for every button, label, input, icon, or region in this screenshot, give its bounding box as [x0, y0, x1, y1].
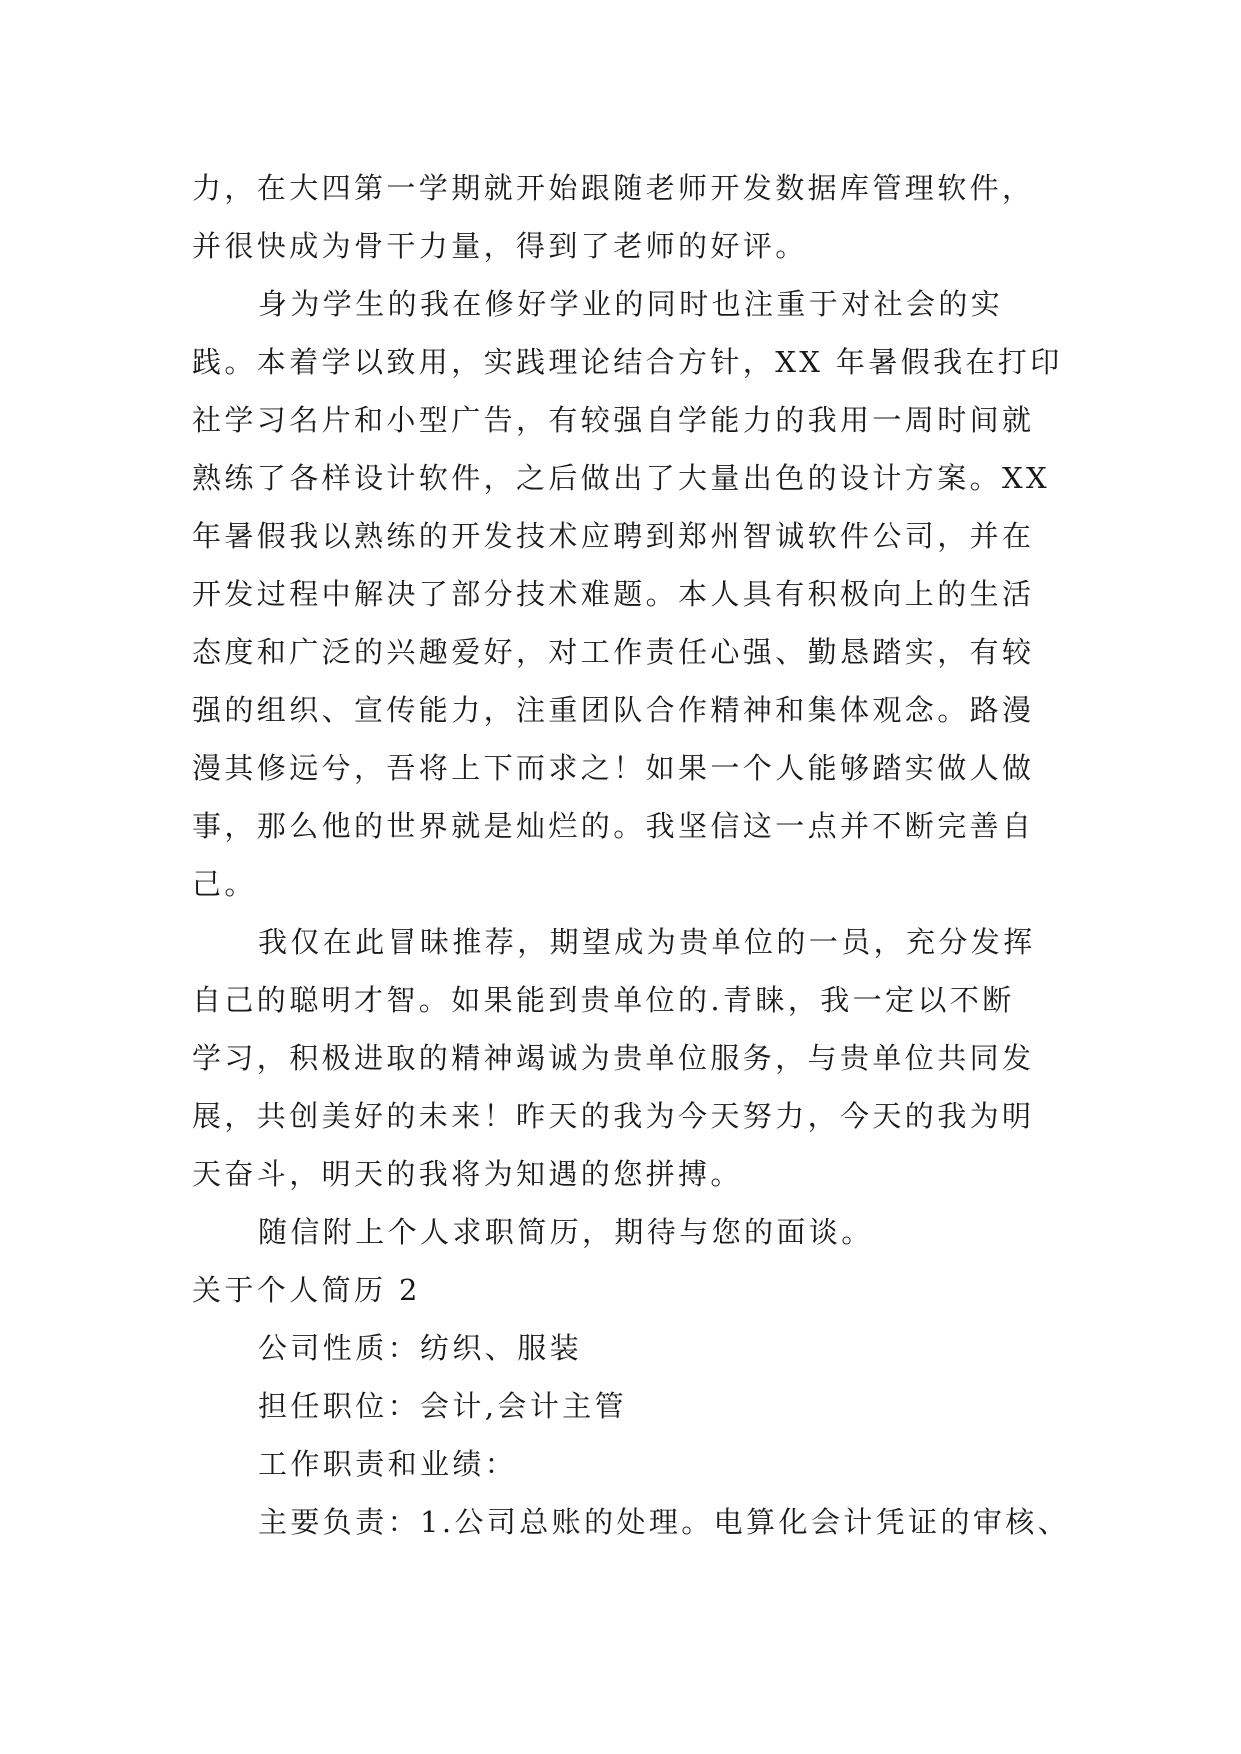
section-heading: 关于个人简历 2: [192, 1273, 421, 1307]
text-line: 自己的聪明才智。如果能到贵单位的.青睐，我一定以不断: [192, 983, 1015, 1017]
text-line: 天奋斗，明天的我将为知遇的您拼搏。: [192, 1157, 743, 1191]
text-line: 践。本着学以致用，实践理论结合方针，XX 年暑假我在打印: [192, 345, 1063, 379]
paragraph-start: 我仅在此冒昧推荐，期望成为贵单位的一员，充分发挥: [258, 925, 1036, 959]
text-line: 漫其修远兮，吾将上下而求之！如果一个人能够踏实做人做: [192, 751, 1035, 785]
text-line: 开发过程中解决了部分技术难题。本人具有积极向上的生活: [192, 577, 1035, 611]
position-held: 担任职位：会计,会计主管: [258, 1389, 628, 1423]
text-line: 展，共创美好的未来！昨天的我为今天努力，今天的我为明: [192, 1099, 1035, 1133]
text-line: 并很快成为骨干力量，得到了老师的好评。: [192, 229, 808, 263]
duties-heading: 工作职责和业绩：: [258, 1447, 518, 1481]
text-line: 己。: [192, 867, 257, 901]
text-line: 力，在大四第一学期就开始跟随老师开发数据库管理软件，: [192, 171, 1035, 205]
text-line: 熟练了各样设计软件，之后做出了大量出色的设计方案。XX: [192, 461, 1051, 495]
main-duties: 主要负责：1.公司总账的处理。电算化会计凭证的审核、: [258, 1505, 1071, 1539]
text-line: 社学习名片和小型广告，有较强自学能力的我用一周时间就: [192, 403, 1035, 437]
paragraph-start: 随信附上个人求职简历，期待与您的面谈。: [258, 1215, 874, 1249]
text-line: 强的组织、宣传能力，注重团队合作精神和集体观念。路漫: [192, 693, 1035, 727]
text-line: 学习，积极进取的精神竭诚为贵单位服务，与贵单位共同发: [192, 1041, 1035, 1075]
text-line: 事，那么他的世界就是灿烂的。我坚信这一点并不断完善自: [192, 809, 1035, 843]
text-line: 态度和广泛的兴趣爱好，对工作责任心强、勤恳踏实，有较: [192, 635, 1035, 669]
paragraph-start: 身为学生的我在修好学业的同时也注重于对社会的实: [258, 287, 1004, 321]
text-line: 年暑假我以熟练的开发技术应聘到郑州智诚软件公司，并在: [192, 519, 1035, 553]
company-nature: 公司性质：纺织、服装: [258, 1331, 583, 1365]
